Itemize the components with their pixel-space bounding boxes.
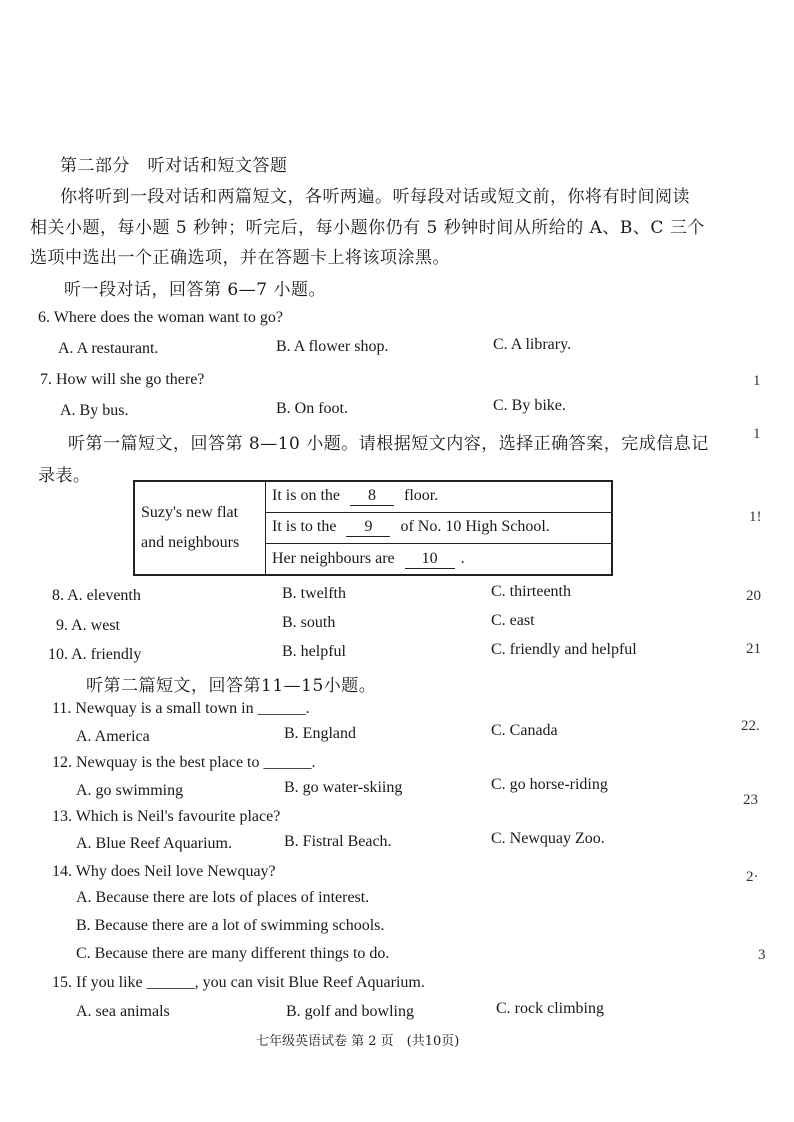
q12-option-c: C. go horse-riding: [491, 776, 608, 793]
margin-number: 22.: [741, 718, 760, 734]
q12-option-a: A. go swimming: [76, 782, 184, 799]
instruction-line-3: 选项中选出一个正确选项，并在答题卡上将该项涂黑。: [30, 248, 450, 268]
q8-option-a: 8. A. eleventh: [52, 587, 141, 604]
row1-text-before: It is on the: [272, 487, 340, 505]
q15-stem: 15. If you like ______, you can visit Blue Reef Aquarium.: [52, 974, 425, 991]
q7-option-c: C. By bike.: [493, 397, 566, 414]
q6-stem: 6. Where does the woman want to go?: [38, 309, 283, 326]
q15-option-c: C. rock climbing: [496, 1000, 604, 1017]
q10-option-c: C. friendly and helpful: [491, 641, 637, 658]
margin-number: 23: [743, 792, 758, 808]
q6-option-c: C. A library.: [493, 336, 572, 353]
blank-10: 10: [405, 550, 455, 569]
q13-stem: 13. Which is Neil's favourite place?: [52, 808, 281, 825]
row3-text-after: .: [460, 549, 465, 567]
margin-number: 1!: [749, 509, 762, 525]
margin-number: 1: [753, 373, 761, 389]
q10-option-b: B. helpful: [282, 643, 346, 660]
q13-option-c: C. Newquay Zoo.: [491, 830, 605, 847]
record-table-row-3: [266, 544, 613, 575]
q7-option-b: B. On foot.: [276, 400, 348, 417]
record-table-header-line-2: and neighbours: [141, 534, 240, 551]
margin-number: 2·: [746, 869, 759, 885]
margin-number: 1: [753, 426, 761, 442]
q8-option-b: B. twelfth: [282, 585, 346, 602]
q12-option-b: B. go water-skiing: [284, 779, 403, 796]
passage2-intro: 听第二篇短文，回答第11—15小题。: [86, 676, 377, 696]
dialogue-intro: 听一段对话，回答第 6—7 小题。: [64, 280, 326, 300]
q7-option-a: A. By bus.: [60, 402, 129, 419]
record-table-row-2: [266, 512, 613, 543]
q9-option-c: C. east: [491, 612, 535, 629]
blank-8: 8: [350, 487, 394, 506]
q11-stem: 11. Newquay is a small town in ______.: [52, 700, 310, 717]
record-table: [133, 480, 613, 576]
q12-stem: 12. Newquay is the best place to ______.: [52, 754, 316, 771]
q15-option-b: B. golf and bowling: [286, 1003, 414, 1020]
q13-option-a: A. Blue Reef Aquarium.: [76, 835, 232, 852]
q10-option-a: 10. A. friendly: [48, 646, 142, 663]
margin-number: 20: [746, 588, 761, 604]
instruction-line-1: 你将听到一段对话和两篇短文，各听两遍。听每段对话或短文前，你将有时间阅读: [60, 187, 690, 207]
q13-option-b: B. Fistral Beach.: [284, 833, 392, 850]
blank-9: 9: [346, 518, 390, 537]
instruction-line-2: 相关小题，每小题 5 秒钟；听完后，每小题你仍有 5 秒钟时间从所给的 A、B、C 三个: [30, 218, 705, 238]
q7-stem: 7. How will she go there?: [40, 371, 205, 388]
q14-option-c: C. Because there are many different things to do.: [76, 945, 390, 962]
row1-text-after: floor.: [404, 487, 439, 505]
record-table-header: [134, 481, 266, 575]
q8-option-c: C. thirteenth: [491, 583, 571, 600]
q9-option-a: 9. A. west: [56, 617, 120, 634]
record-table-row-1: [266, 481, 613, 512]
margin-number: 21: [746, 641, 761, 657]
q11-option-b: B. England: [284, 725, 356, 742]
q9-option-b: B. south: [282, 614, 336, 631]
row2-text-after: of No. 10 High School.: [400, 518, 550, 536]
record-table-header-line-1: Suzy's new flat: [141, 504, 239, 521]
q15-option-a: A. sea animals: [76, 1003, 170, 1020]
q6-option-a: A. A restaurant.: [58, 340, 159, 357]
passage1-intro-line-2: 录表。: [38, 466, 91, 486]
margin-number: 3: [758, 947, 766, 963]
q6-option-b: B. A flower shop.: [276, 338, 389, 355]
section-title: 第二部分 听对话和短文答题: [60, 156, 288, 176]
row3-text-before: Her neighbours are: [272, 549, 395, 567]
q14-option-b: B. Because there are a lot of swimming schools.: [76, 917, 385, 934]
q14-stem: 14. Why does Neil love Newquay?: [52, 863, 276, 880]
passage1-intro-line-1: 听第一篇短文，回答第 8—10 小题。请根据短文内容，选择正确答案，完成信息记: [68, 434, 709, 454]
q11-option-a: A. America: [76, 728, 150, 745]
q11-option-c: C. Canada: [491, 722, 558, 739]
q14-option-a: A. Because there are lots of places of interest.: [76, 889, 370, 906]
page-footer: 七年级英语试卷 第 2 页 (共10页): [256, 1034, 460, 1049]
row2-text-before: It is to the: [272, 518, 337, 536]
